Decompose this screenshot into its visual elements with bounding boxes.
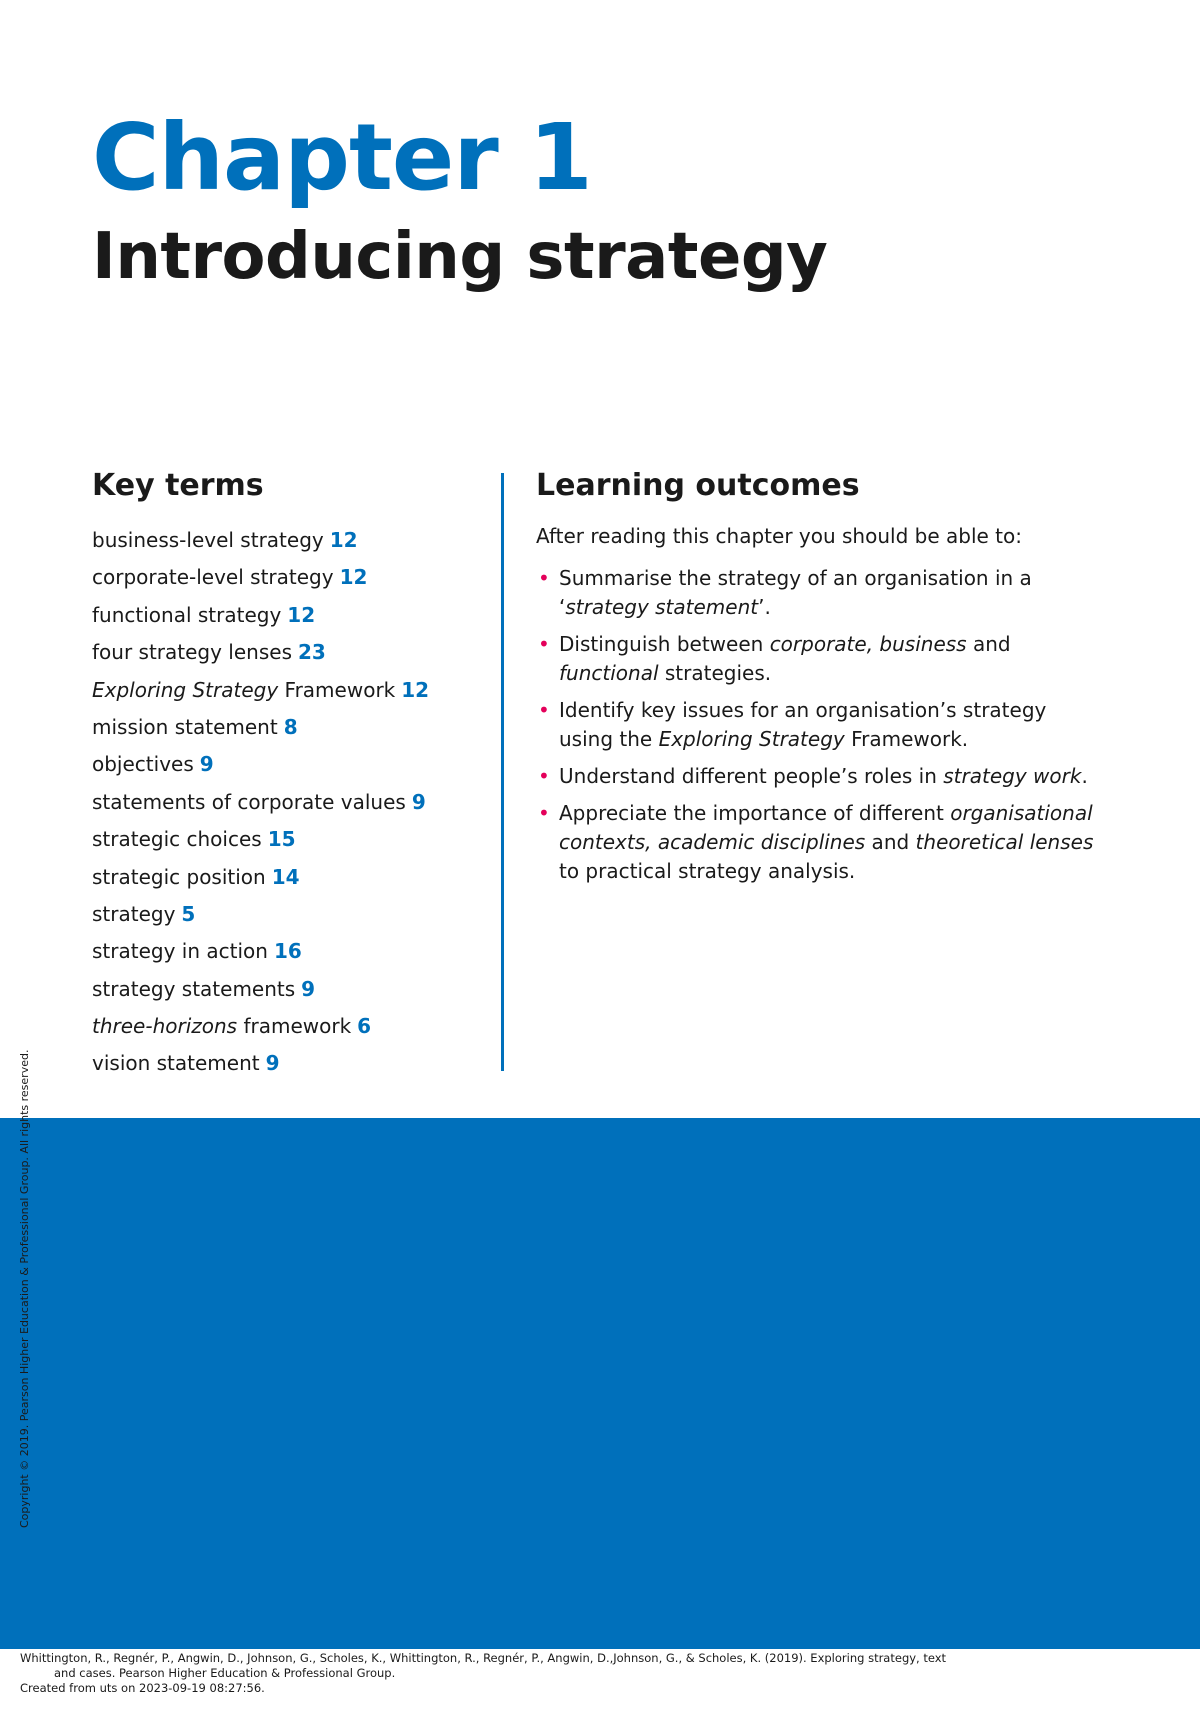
key-term-page: 12 xyxy=(401,677,430,702)
key-term-text: framework xyxy=(237,1014,352,1039)
learning-outcomes-heading: Learning outcomes xyxy=(536,468,860,503)
outcome-text: Understand different people’s roles in xyxy=(559,764,944,788)
copyright-notice: Copyright © 2019. Pearson Higher Education & Professional Group. All rights reserved. xyxy=(18,1049,31,1528)
key-term-text: strategy in action xyxy=(92,939,268,964)
learning-outcome-item xyxy=(536,762,1096,791)
key-term-item xyxy=(92,896,492,933)
column-divider xyxy=(501,473,504,1071)
key-term-text: strategy xyxy=(92,901,176,926)
outcome-text: to practical strategy analysis. xyxy=(559,859,856,883)
key-term-page: 16 xyxy=(273,939,302,964)
bullet-icon: • xyxy=(538,801,550,825)
key-term-item xyxy=(92,522,492,559)
bullet-icon: • xyxy=(538,632,550,656)
outcome-text: Framework. xyxy=(844,727,969,751)
outcome-text-italic: Exploring Strategy xyxy=(658,727,845,751)
chapter-title: Introducing strategy xyxy=(92,220,828,294)
bullet-icon: • xyxy=(538,566,550,590)
key-term-item xyxy=(92,709,492,746)
chapter-label: Chapter 1 xyxy=(92,104,592,211)
outcome-text-italic: strategy statement xyxy=(565,595,759,619)
key-term-text: business-level strategy xyxy=(92,528,324,552)
outcome-text-italic: organisational contexts, academic disciplines xyxy=(559,801,1093,854)
key-term-item xyxy=(92,597,492,634)
key-term-text: vision statement xyxy=(92,1051,260,1076)
key-term-item xyxy=(92,559,492,596)
key-term-item xyxy=(92,1008,492,1045)
citation-created-line: Created from uts on 2023-09-19 08:27:56. xyxy=(20,1681,265,1695)
key-terms-section xyxy=(92,468,492,1083)
key-term-item xyxy=(92,859,492,896)
outcome-text: Appreciate the importance of different xyxy=(559,801,951,825)
key-term-italic: Exploring Strategy xyxy=(92,677,279,702)
key-terms-list xyxy=(92,522,492,1083)
bullet-icon: • xyxy=(538,698,550,722)
learning-outcomes-section xyxy=(536,468,1096,894)
learning-outcomes-intro: After reading this chapter you should be able to: xyxy=(536,524,1022,548)
outcome-text: Summarise the strategy of an organisation in a ‘ xyxy=(559,566,1032,619)
learning-outcome-item xyxy=(536,799,1096,886)
key-term-page: 8 xyxy=(283,714,298,739)
outcome-text: Distinguish between xyxy=(559,632,770,656)
decorative-blue-band xyxy=(0,1118,1200,1649)
learning-outcome-item xyxy=(536,696,1096,754)
key-term-text: mission statement xyxy=(92,714,278,739)
outcome-text: and xyxy=(966,632,1011,656)
key-term-item xyxy=(92,971,492,1008)
key-term-italic: three-horizons xyxy=(92,1014,238,1039)
key-term-page: 5 xyxy=(181,901,196,926)
key-term-text: strategic choices xyxy=(92,827,262,852)
key-term-page: 23 xyxy=(298,640,326,665)
key-term-page: 9 xyxy=(265,1051,280,1076)
key-term-item xyxy=(92,821,492,858)
key-term-item xyxy=(92,672,492,709)
outcome-text-italic: theoretical lenses xyxy=(915,830,1094,854)
key-terms-heading: Key terms xyxy=(92,468,264,503)
outcome-text: . xyxy=(1081,764,1088,788)
key-term-page: 12 xyxy=(329,528,358,552)
outcome-text-italic: functional xyxy=(559,661,659,685)
outcome-text: strategies. xyxy=(658,661,772,685)
outcome-text: Identify key issues for an organisation’s strategy using the xyxy=(559,698,1047,751)
key-term-text: four strategy lenses xyxy=(92,640,292,665)
key-term-text: strategy statements xyxy=(92,976,296,1001)
bullet-icon: • xyxy=(538,764,550,788)
outcome-text: ’. xyxy=(758,595,771,619)
key-term-text: corporate-level strategy xyxy=(92,565,334,590)
learning-outcome-item xyxy=(536,564,1096,622)
key-term-page: 9 xyxy=(199,752,214,777)
citation-line-2: and cases. Pearson Higher Education & Professional Group. xyxy=(54,1666,396,1680)
learning-outcome-item xyxy=(536,630,1096,688)
key-term-item xyxy=(92,784,492,821)
key-term-item xyxy=(92,1045,492,1082)
key-term-page: 9 xyxy=(411,789,426,814)
outcome-text-italic: strategy work xyxy=(943,764,1082,788)
key-term-text: functional strategy xyxy=(92,602,282,627)
key-term-page: 14 xyxy=(271,864,300,889)
key-term-item xyxy=(92,746,492,783)
key-term-page: 12 xyxy=(287,602,316,627)
key-term-text: statements of corporate values xyxy=(92,789,406,814)
key-term-page: 6 xyxy=(357,1014,372,1039)
learning-outcomes-list xyxy=(536,564,1096,886)
outcome-text: and xyxy=(865,830,916,854)
key-term-text: Framework xyxy=(278,677,396,702)
key-term-text: objectives xyxy=(92,752,194,777)
key-term-page: 12 xyxy=(339,565,368,590)
outcome-text-italic: corporate, business xyxy=(769,632,967,656)
key-term-page: 15 xyxy=(267,827,296,852)
citation-line-1: Whittington, R., Regnér, P., Angwin, D., Johnson, G., Scholes, K., Whittington, R., Regnér, P., Angwin, D.,Johnson, G., & Scholes, K. (2019). Exploring strategy, text xyxy=(20,1651,947,1665)
key-term-item xyxy=(92,634,492,671)
key-term-page: 9 xyxy=(301,976,316,1001)
key-term-item xyxy=(92,933,492,970)
key-term-text: strategic position xyxy=(92,864,266,889)
citation-footer xyxy=(20,1651,946,1696)
